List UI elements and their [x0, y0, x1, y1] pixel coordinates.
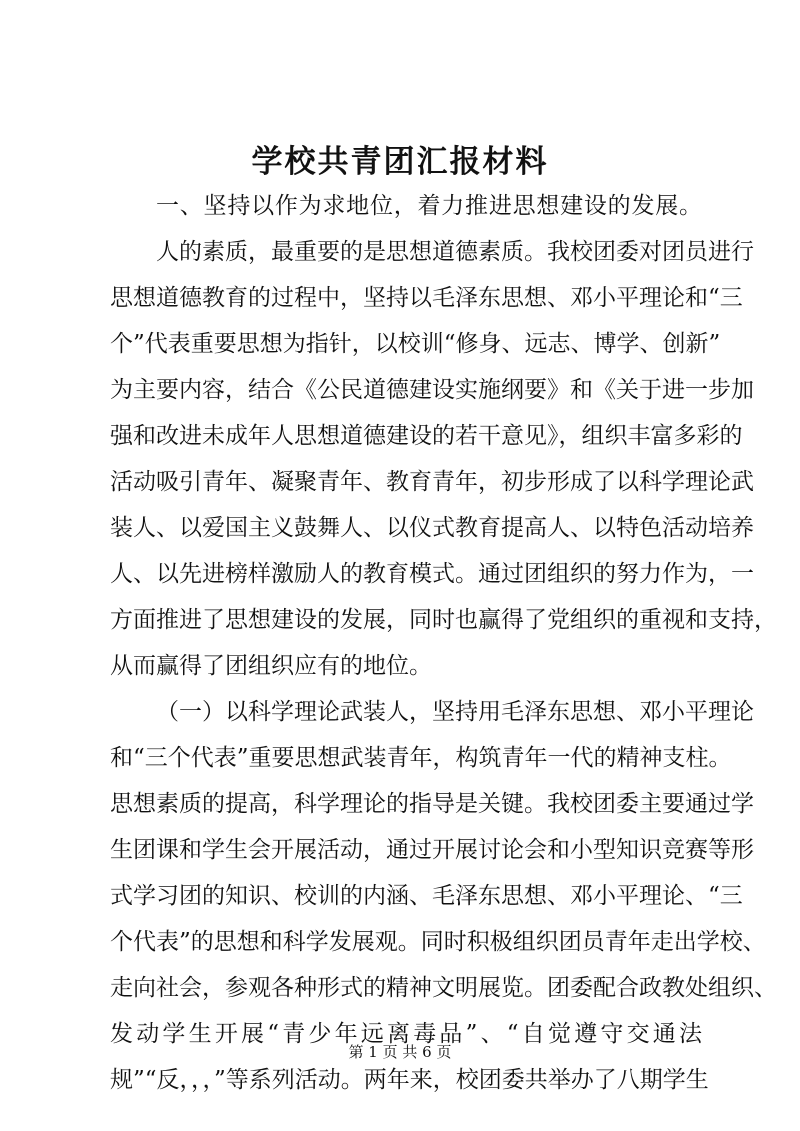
- paragraph-line: 思想道德教育的过程中，坚持以毛泽东思想、邓小平理论和“三: [110, 285, 743, 311]
- page-footer: 第 1 页 共 6 页: [348, 1043, 452, 1061]
- paragraph-line: 人的素质，最重要的是思想道德素质。我校团委对团员进行: [156, 239, 754, 265]
- document-title: 学校共青团汇报材料: [251, 144, 549, 180]
- paragraph-line: 装人、以爱国主义鼓舞人、以仪式教育提高人、以特色活动培养: [110, 515, 754, 541]
- paragraph-line: 走向社会，参观各种形式的精神文明展览。团委配合政教处组织、: [110, 975, 777, 1001]
- paragraph-line: 个代表”的思想和科学发展观。同时积极组织团员青年走出学校、: [110, 929, 766, 955]
- paragraph-line: 个”代表重要思想为指针，以校训“修身、远志、博学、创新”: [110, 331, 721, 357]
- paragraph-line: 生团课和学生会开展活动，通过开展讨论会和小型知识竞赛等形: [110, 837, 754, 863]
- paragraph-line: （一）以科学理论武装人，坚持用毛泽东思想、邓小平理论: [156, 699, 754, 725]
- section-heading: 一、坚持以作为求地位，着力推进思想建设的发展。: [156, 193, 702, 219]
- paragraph-line: 人、以先进榜样激励人的教育模式。通过团组织的努力作为，一: [110, 561, 754, 587]
- paragraph-line: 从而赢得了团组织应有的地位。: [110, 653, 432, 679]
- paragraph-line: 规”“反，，，”等系列活动。两年来，校团委共举办了八期学生: [110, 1067, 709, 1093]
- paragraph-line: 式学习团的知识、校训的内涵、毛泽东思想、邓小平理论、“三: [110, 883, 743, 909]
- paragraph-line: 和“三个代表”重要思想武装青年，构筑青年一代的精神支柱。: [110, 745, 732, 771]
- paragraph-line: 思想素质的提高，科学理论的指导是关键。我校团委主要通过学: [110, 791, 754, 817]
- paragraph-line: 为主要内容，结合《公民道德建设实施纲要》和《关于进一步加: [110, 377, 754, 403]
- paragraph-line: 发动学生开展“青少年远离毒品”、“自觉遵守交通法: [110, 1021, 702, 1047]
- paragraph-line: 活动吸引青年、凝聚青年、教育青年，初步形成了以科学理论武: [110, 469, 754, 495]
- paragraph-line: 方面推进了思想建设的发展，同时也赢得了党组织的重视和支持，: [110, 607, 777, 633]
- document-body: [110, 183, 777, 1103]
- paragraph-line: 强和改进未成年人思想道德建设的若干意见》，组织丰富多彩的: [110, 423, 743, 449]
